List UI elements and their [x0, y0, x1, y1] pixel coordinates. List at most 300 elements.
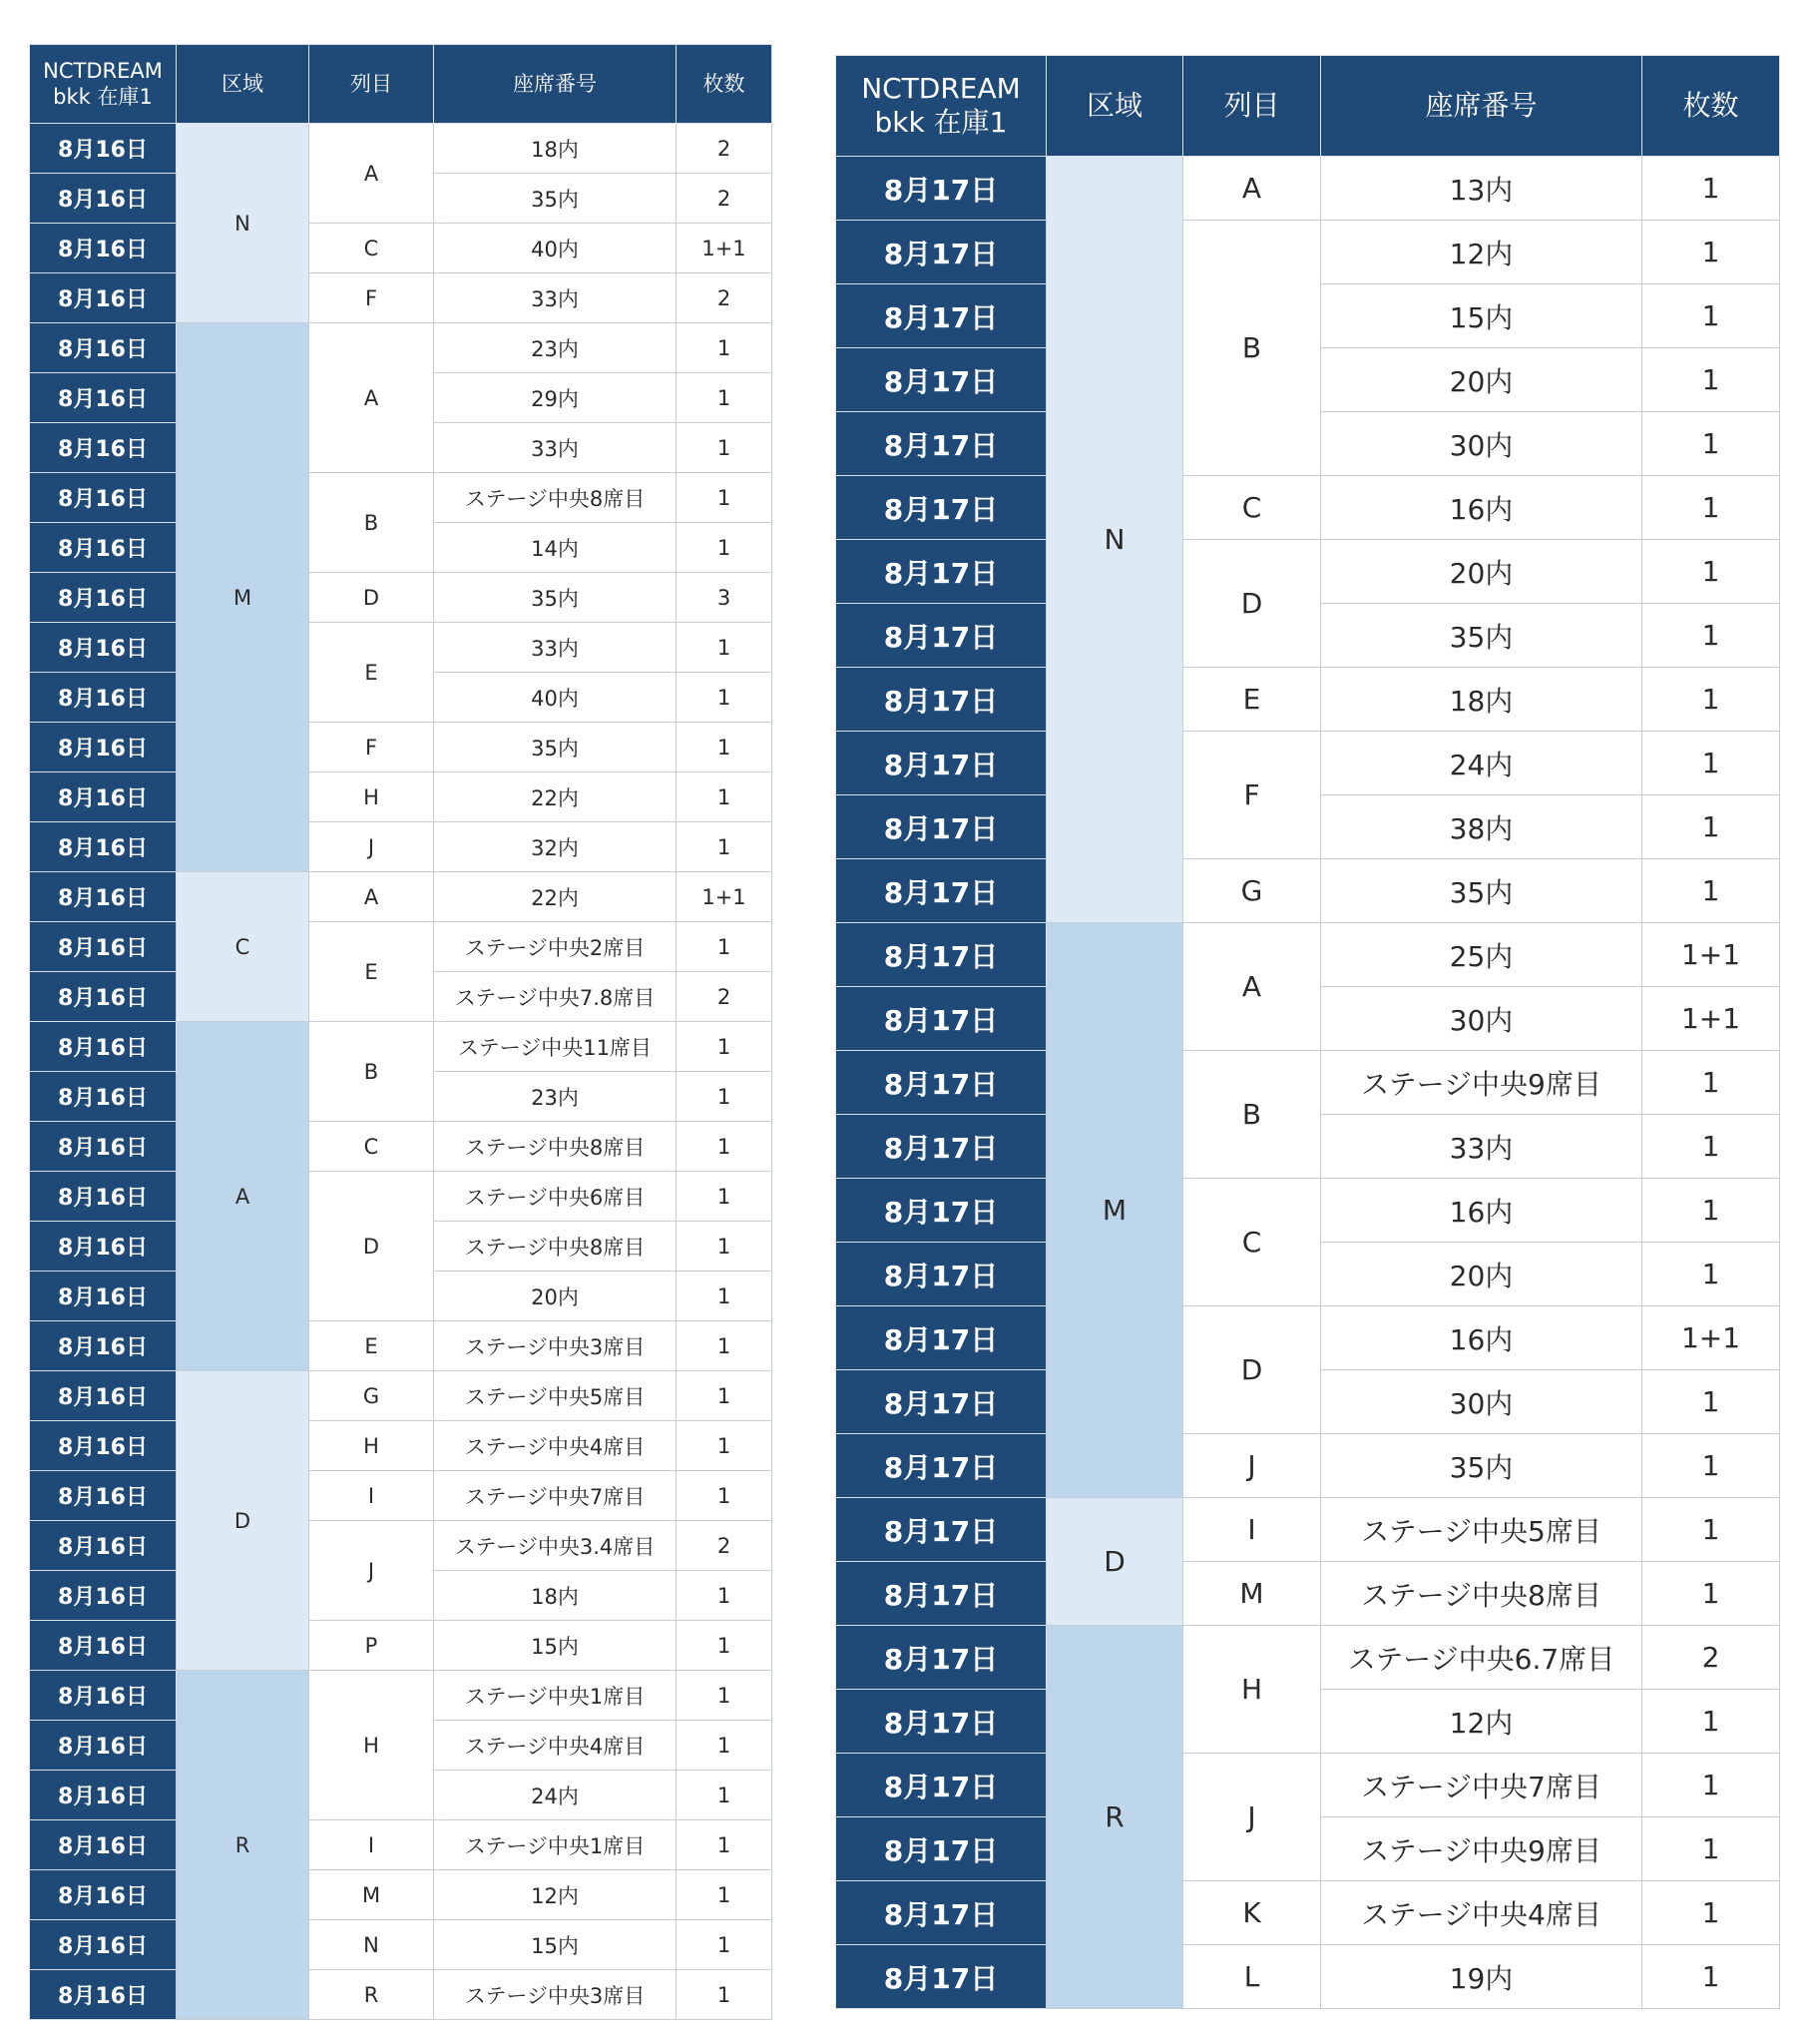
date-cell: 8月16日	[30, 373, 177, 423]
zone-cell: N	[177, 124, 309, 323]
date-cell: 8月17日	[836, 668, 1047, 732]
qty-cell: 1	[677, 822, 772, 872]
seat-cell: ステージ中央8席目	[1321, 1562, 1642, 1626]
qty-cell: 2	[677, 1521, 772, 1571]
qty-cell: 1	[1642, 859, 1780, 923]
qty-cell: 1	[1642, 1817, 1780, 1881]
qty-cell: 1	[677, 373, 772, 423]
seat-cell: 32内	[434, 822, 677, 872]
row-letter-cell: A	[309, 124, 434, 224]
row-letter-cell: J	[1183, 1434, 1321, 1498]
date-cell: 8月16日	[30, 1122, 177, 1172]
table-row	[30, 473, 772, 523]
table-row	[836, 476, 1780, 540]
seat-cell: 12内	[1321, 1690, 1642, 1754]
table-row	[836, 1498, 1780, 1562]
header-row	[836, 56, 1780, 157]
qty-cell: 1	[1642, 284, 1780, 348]
table-row	[30, 1621, 772, 1671]
row-letter-cell: H	[309, 1421, 434, 1471]
header-zone: 区域	[177, 45, 309, 124]
qty-cell: 2	[677, 972, 772, 1022]
qty-cell: 1+1	[1642, 923, 1780, 987]
table-row	[30, 822, 772, 872]
qty-cell: 1	[677, 323, 772, 373]
date-cell: 8月17日	[836, 732, 1047, 795]
qty-cell: 1	[1642, 604, 1780, 668]
seat-cell: 30内	[1321, 412, 1642, 476]
qty-cell: 1+1	[677, 224, 772, 273]
date-cell: 8月16日	[30, 473, 177, 523]
date-cell: 8月16日	[30, 1870, 177, 1920]
qty-cell: 1	[677, 1671, 772, 1721]
date-cell: 8月17日	[836, 604, 1047, 668]
zone-cell: C	[177, 872, 309, 1022]
table-row	[836, 1051, 1780, 1115]
seat-cell: ステージ中央7.8席目	[434, 972, 677, 1022]
seat-cell: 30内	[1321, 987, 1642, 1051]
table-row	[30, 1671, 772, 1721]
header-row-label: 列目	[309, 45, 434, 124]
zone-cell: N	[1047, 157, 1183, 923]
row-letter-cell: B	[309, 473, 434, 573]
date-cell: 8月17日	[836, 923, 1047, 987]
row-letter-cell: C	[1183, 476, 1321, 540]
seat-cell: ステージ中央11席目	[434, 1022, 677, 1072]
table-row	[836, 1754, 1780, 1817]
seat-cell: 30内	[1321, 1370, 1642, 1434]
table-row	[30, 772, 772, 822]
qty-cell: 1	[677, 1172, 772, 1222]
qty-cell: 1	[677, 1920, 772, 1970]
qty-cell: 1	[677, 1721, 772, 1771]
qty-cell: 1	[1642, 412, 1780, 476]
qty-cell: 1	[677, 1321, 772, 1371]
table-row	[30, 1820, 772, 1870]
table-row	[30, 1970, 772, 2020]
table-row	[836, 859, 1780, 923]
table-row	[30, 623, 772, 673]
seat-cell: ステージ中央7席目	[1321, 1754, 1642, 1817]
date-cell: 8月17日	[836, 1690, 1047, 1754]
row-letter-cell: C	[309, 224, 434, 273]
seat-cell: 40内	[434, 224, 677, 273]
table-row	[30, 723, 772, 772]
date-cell: 8月16日	[30, 1272, 177, 1321]
date-cell: 8月16日	[30, 1970, 177, 2020]
date-cell: 8月17日	[836, 1754, 1047, 1817]
qty-cell: 1	[677, 1072, 772, 1122]
qty-cell: 1	[677, 772, 772, 822]
table-row	[30, 1172, 772, 1222]
qty-cell: 1	[1642, 348, 1780, 412]
qty-cell: 1	[1642, 668, 1780, 732]
seat-cell: 35内	[434, 174, 677, 224]
qty-cell: 1	[677, 673, 772, 723]
table-row	[30, 124, 772, 174]
seat-cell: 33内	[434, 273, 677, 323]
qty-cell: 1	[677, 623, 772, 673]
row-letter-cell: J	[309, 822, 434, 872]
table-row	[836, 1881, 1780, 1945]
row-letter-cell: P	[309, 1621, 434, 1671]
date-cell: 8月16日	[30, 1421, 177, 1471]
date-cell: 8月16日	[30, 124, 177, 174]
date-cell: 8月17日	[836, 1498, 1047, 1562]
seat-cell: 35内	[434, 723, 677, 772]
row-letter-cell: R	[309, 1970, 434, 2020]
row-letter-cell: B	[1183, 1051, 1321, 1179]
date-cell: 8月16日	[30, 1371, 177, 1421]
row-letter-cell: E	[309, 623, 434, 723]
date-cell: 8月16日	[30, 224, 177, 273]
date-cell: 8月16日	[30, 623, 177, 673]
date-cell: 8月16日	[30, 972, 177, 1022]
row-letter-cell: A	[1183, 923, 1321, 1051]
row-letter-cell: K	[1183, 1881, 1321, 1945]
table-row	[30, 1521, 772, 1571]
date-cell: 8月16日	[30, 772, 177, 822]
row-letter-cell: A	[1183, 157, 1321, 221]
qty-cell: 1+1	[1642, 1306, 1780, 1370]
row-letter-cell: B	[1183, 221, 1321, 476]
row-letter-cell: C	[1183, 1179, 1321, 1306]
qty-cell: 1	[1642, 1434, 1780, 1498]
table-row	[30, 573, 772, 623]
row-letter-cell: E	[309, 922, 434, 1022]
row-letter-cell: D	[309, 573, 434, 623]
seat-cell: 33内	[434, 423, 677, 473]
date-cell: 8月17日	[836, 795, 1047, 859]
row-letter-cell: A	[309, 323, 434, 473]
seat-cell: 22内	[434, 772, 677, 822]
header-row-label: 列目	[1183, 56, 1321, 157]
seat-cell: 18内	[434, 124, 677, 174]
zone-cell: R	[177, 1671, 309, 2020]
date-cell: 8月17日	[836, 476, 1047, 540]
inventory-table-aug16	[29, 44, 772, 2020]
row-letter-cell: L	[1183, 1945, 1321, 2009]
qty-cell: 1	[1642, 1179, 1780, 1243]
seat-cell: ステージ中央5席目	[1321, 1498, 1642, 1562]
table-row	[30, 1421, 772, 1471]
seat-cell: 20内	[1321, 348, 1642, 412]
date-cell: 8月16日	[30, 1571, 177, 1621]
date-cell: 8月17日	[836, 1626, 1047, 1690]
header-event: NCTDREAM bkk 在庫1	[30, 45, 177, 124]
row-letter-cell: E	[309, 1321, 434, 1371]
date-cell: 8月17日	[836, 1881, 1047, 1945]
date-cell: 8月16日	[30, 1321, 177, 1371]
date-cell: 8月16日	[30, 1471, 177, 1521]
date-cell: 8月17日	[836, 1370, 1047, 1434]
seat-cell: 20内	[434, 1272, 677, 1321]
qty-cell: 1	[1642, 1945, 1780, 2009]
table-row	[30, 1321, 772, 1371]
seat-cell: 12内	[1321, 221, 1642, 284]
row-letter-cell: D	[1183, 540, 1321, 668]
seat-cell: 16内	[1321, 1179, 1642, 1243]
seat-cell: ステージ中央1席目	[434, 1820, 677, 1870]
date-cell: 8月17日	[836, 1115, 1047, 1179]
table-row	[30, 323, 772, 373]
qty-cell: 2	[677, 273, 772, 323]
qty-cell: 1	[677, 1122, 772, 1172]
row-letter-cell: D	[309, 1172, 434, 1321]
seat-cell: ステージ中央8席目	[434, 1222, 677, 1272]
qty-cell: 1	[1642, 1690, 1780, 1754]
qty-cell: 1	[1642, 732, 1780, 795]
seat-cell: 35内	[434, 573, 677, 623]
seat-cell: 35内	[1321, 1434, 1642, 1498]
seat-cell: 15内	[434, 1920, 677, 1970]
date-cell: 8月16日	[30, 1022, 177, 1072]
row-letter-cell: C	[309, 1122, 434, 1172]
seat-cell: ステージ中央2席目	[434, 922, 677, 972]
qty-cell: 1	[677, 1571, 772, 1621]
seat-cell: 24内	[1321, 732, 1642, 795]
seat-cell: ステージ中央6.7席目	[1321, 1626, 1642, 1690]
seat-cell: 14内	[434, 523, 677, 573]
seat-cell: ステージ中央3席目	[434, 1321, 677, 1371]
date-cell: 8月17日	[836, 412, 1047, 476]
table-row	[836, 1434, 1780, 1498]
date-cell: 8月16日	[30, 872, 177, 922]
qty-cell: 1	[677, 1272, 772, 1321]
seat-cell: 24内	[434, 1771, 677, 1820]
date-cell: 8月17日	[836, 1306, 1047, 1370]
date-cell: 8月16日	[30, 273, 177, 323]
date-cell: 8月16日	[30, 423, 177, 473]
date-cell: 8月17日	[836, 1945, 1047, 2009]
zone-cell: R	[1047, 1626, 1183, 2009]
row-letter-cell: G	[1183, 859, 1321, 923]
date-cell: 8月17日	[836, 1051, 1047, 1115]
qty-cell: 1	[1642, 221, 1780, 284]
date-cell: 8月17日	[836, 540, 1047, 604]
seat-cell: 16内	[1321, 476, 1642, 540]
seat-cell: 33内	[1321, 1115, 1642, 1179]
seat-cell: 12内	[434, 1870, 677, 1920]
qty-cell: 1	[677, 1771, 772, 1820]
qty-cell: 1	[677, 523, 772, 573]
date-cell: 8月17日	[836, 348, 1047, 412]
seat-cell: 29内	[434, 373, 677, 423]
row-letter-cell: B	[309, 1022, 434, 1122]
qty-cell: 1	[1642, 1562, 1780, 1626]
seat-cell: 25内	[1321, 923, 1642, 987]
date-cell: 8月17日	[836, 1243, 1047, 1306]
qty-cell: 1	[1642, 1243, 1780, 1306]
seat-cell: 35内	[1321, 604, 1642, 668]
seat-cell: 13内	[1321, 157, 1642, 221]
header-row	[30, 45, 772, 124]
table-row	[836, 1945, 1780, 2009]
header-qty: 枚数	[1642, 56, 1780, 157]
date-cell: 8月17日	[836, 221, 1047, 284]
seat-cell: ステージ中央7席目	[434, 1471, 677, 1521]
seat-cell: 18内	[1321, 668, 1642, 732]
date-cell: 8月17日	[836, 284, 1047, 348]
qty-cell: 1	[677, 1870, 772, 1920]
zone-cell: M	[1047, 923, 1183, 1498]
qty-cell: 1	[1642, 1370, 1780, 1434]
seat-cell: 23内	[434, 1072, 677, 1122]
header-event: NCTDREAM bkk 在庫1	[836, 56, 1047, 157]
date-cell: 8月16日	[30, 1072, 177, 1122]
row-letter-cell: I	[309, 1820, 434, 1870]
row-letter-cell: F	[309, 273, 434, 323]
date-cell: 8月17日	[836, 1562, 1047, 1626]
date-cell: 8月16日	[30, 174, 177, 224]
row-letter-cell: M	[309, 1870, 434, 1920]
qty-cell: 1	[677, 723, 772, 772]
row-letter-cell: A	[309, 872, 434, 922]
date-cell: 8月16日	[30, 1521, 177, 1571]
seat-cell: ステージ中央8席目	[434, 1122, 677, 1172]
qty-cell: 2	[677, 174, 772, 224]
table-row	[836, 1306, 1780, 1370]
qty-cell: 1	[677, 1621, 772, 1671]
date-cell: 8月16日	[30, 1771, 177, 1820]
qty-cell: 2	[677, 124, 772, 174]
seat-cell: 35内	[1321, 859, 1642, 923]
qty-cell: 1	[1642, 1498, 1780, 1562]
seat-cell: 15内	[434, 1621, 677, 1671]
table-row	[836, 540, 1780, 604]
qty-cell: 1+1	[1642, 987, 1780, 1051]
date-cell: 8月17日	[836, 1817, 1047, 1881]
row-letter-cell: H	[309, 1671, 434, 1820]
row-letter-cell: J	[1183, 1754, 1321, 1881]
date-cell: 8月16日	[30, 822, 177, 872]
qty-cell: 1	[677, 922, 772, 972]
qty-cell: 1	[1642, 1754, 1780, 1817]
seat-cell: ステージ中央3席目	[434, 1970, 677, 2020]
date-cell: 8月16日	[30, 1671, 177, 1721]
table-row	[836, 668, 1780, 732]
row-letter-cell: D	[1183, 1306, 1321, 1434]
header-zone: 区域	[1047, 56, 1183, 157]
date-cell: 8月17日	[836, 1434, 1047, 1498]
table-row	[30, 872, 772, 922]
date-cell: 8月16日	[30, 1920, 177, 1970]
date-cell: 8月16日	[30, 1222, 177, 1272]
table-row	[836, 1626, 1780, 1690]
inventory-table-aug17	[835, 55, 1780, 2009]
header-qty: 枚数	[677, 45, 772, 124]
qty-cell: 1	[1642, 157, 1780, 221]
header-seat: 座席番号	[1321, 56, 1642, 157]
zone-cell: M	[177, 323, 309, 872]
row-letter-cell: G	[309, 1371, 434, 1421]
seat-cell: ステージ中央3.4席目	[434, 1521, 677, 1571]
seat-cell: ステージ中央4席目	[1321, 1881, 1642, 1945]
table-row	[836, 1179, 1780, 1243]
qty-cell: 1	[1642, 1115, 1780, 1179]
seat-cell: 19内	[1321, 1945, 1642, 2009]
qty-cell: 1	[677, 1471, 772, 1521]
seat-cell: ステージ中央5席目	[434, 1371, 677, 1421]
seat-cell: ステージ中央6席目	[434, 1172, 677, 1222]
date-cell: 8月16日	[30, 323, 177, 373]
seat-cell: ステージ中央4席目	[434, 1721, 677, 1771]
seat-cell: 18内	[434, 1571, 677, 1621]
seat-cell: 15内	[1321, 284, 1642, 348]
seat-cell: ステージ中央4席目	[434, 1421, 677, 1471]
table-row	[30, 1022, 772, 1072]
qty-cell: 1	[1642, 1051, 1780, 1115]
qty-cell: 1	[677, 1022, 772, 1072]
row-letter-cell: H	[309, 772, 434, 822]
table-row	[836, 923, 1780, 987]
row-letter-cell: E	[1183, 668, 1321, 732]
row-letter-cell: I	[309, 1471, 434, 1521]
qty-cell: 1	[1642, 476, 1780, 540]
seat-cell: 20内	[1321, 1243, 1642, 1306]
qty-cell: 1	[677, 473, 772, 523]
qty-cell: 3	[677, 573, 772, 623]
row-letter-cell: H	[1183, 1626, 1321, 1754]
row-letter-cell: I	[1183, 1498, 1321, 1562]
date-cell: 8月16日	[30, 673, 177, 723]
table-row	[836, 221, 1780, 284]
row-letter-cell: J	[309, 1521, 434, 1621]
date-cell: 8月16日	[30, 523, 177, 573]
date-cell: 8月17日	[836, 859, 1047, 923]
qty-cell: 1	[677, 1222, 772, 1272]
seat-cell: 40内	[434, 673, 677, 723]
qty-cell: 1	[677, 1421, 772, 1471]
seat-cell: 38内	[1321, 795, 1642, 859]
table-row	[836, 157, 1780, 221]
seat-cell: ステージ中央8席目	[434, 473, 677, 523]
date-cell: 8月16日	[30, 922, 177, 972]
qty-cell: 1	[677, 423, 772, 473]
seat-cell: 33内	[434, 623, 677, 673]
seat-cell: 22内	[434, 872, 677, 922]
qty-cell: 1	[677, 1371, 772, 1421]
qty-cell: 1	[1642, 1881, 1780, 1945]
table-row	[30, 1471, 772, 1521]
date-cell: 8月16日	[30, 1621, 177, 1671]
table-row	[30, 1870, 772, 1920]
qty-cell: 1+1	[677, 872, 772, 922]
qty-cell: 1	[677, 1820, 772, 1870]
table-row	[30, 1122, 772, 1172]
qty-cell: 1	[1642, 540, 1780, 604]
date-cell: 8月16日	[30, 1172, 177, 1222]
seat-cell: 16内	[1321, 1306, 1642, 1370]
table-row	[30, 273, 772, 323]
seat-cell: ステージ中央1席目	[434, 1671, 677, 1721]
table-row	[30, 922, 772, 972]
table-row	[836, 1562, 1780, 1626]
zone-cell: D	[1047, 1498, 1183, 1626]
row-letter-cell: N	[309, 1920, 434, 1970]
seat-cell: ステージ中央9席目	[1321, 1051, 1642, 1115]
qty-cell: 2	[1642, 1626, 1780, 1690]
row-letter-cell: F	[309, 723, 434, 772]
qty-cell: 1	[1642, 795, 1780, 859]
row-letter-cell: M	[1183, 1562, 1321, 1626]
zone-cell: D	[177, 1371, 309, 1671]
seat-cell: 23内	[434, 323, 677, 373]
date-cell: 8月16日	[30, 573, 177, 623]
table-row	[30, 1371, 772, 1421]
row-letter-cell: F	[1183, 732, 1321, 859]
table-row	[836, 732, 1780, 795]
